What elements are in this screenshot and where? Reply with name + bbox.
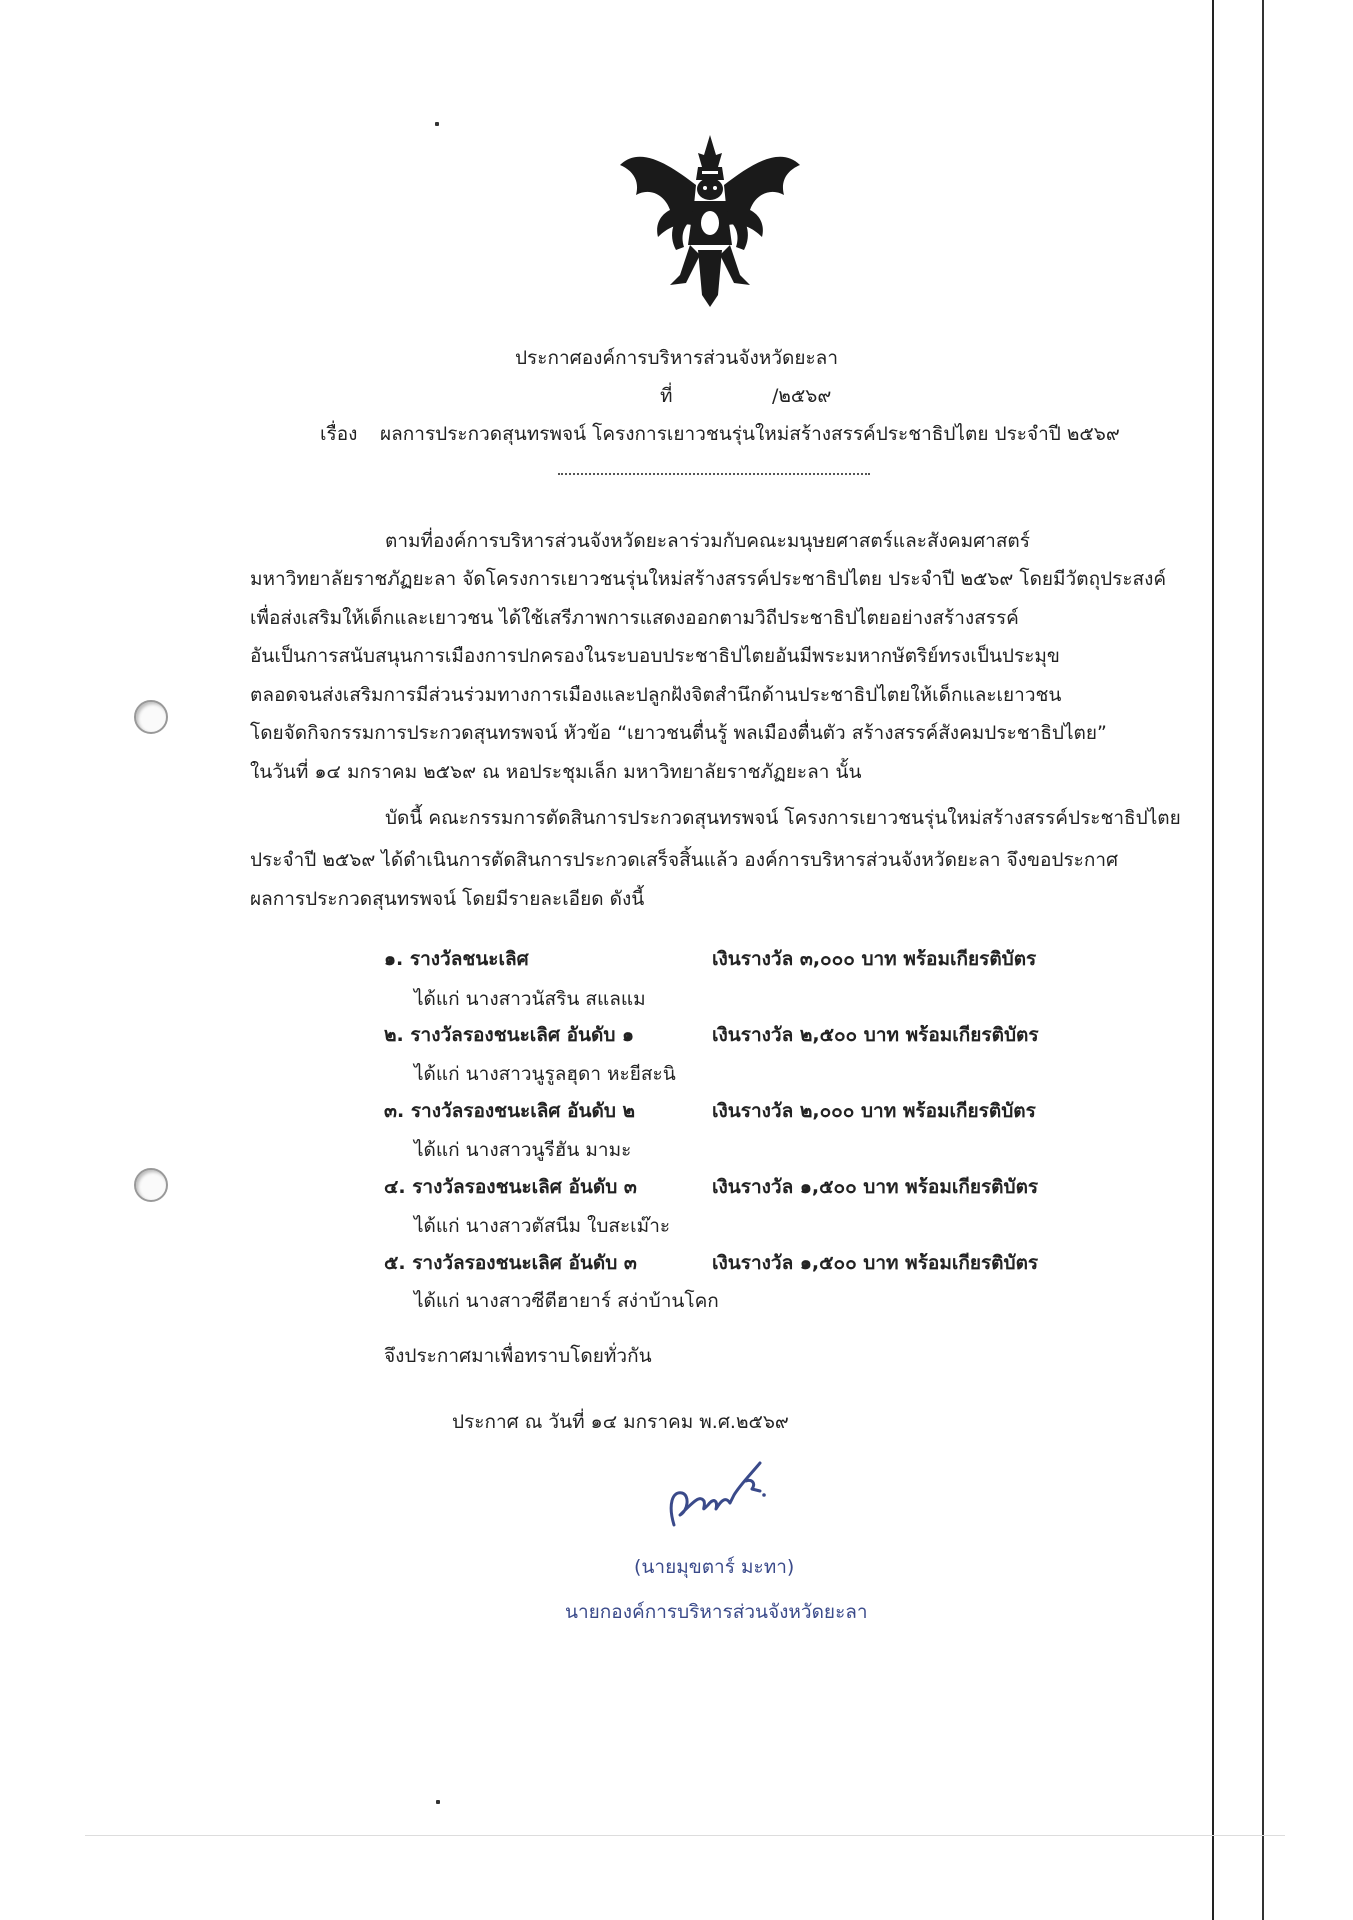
punch-hole-icon	[134, 700, 168, 734]
scan-speck	[435, 122, 439, 126]
number-value: /๒๕๖๙	[772, 385, 832, 407]
para1-line4: อันเป็นการสนับสนุนการเมืองการปกครองในระบอบประชาธิปไตยอันมีพระมหากษัตริย์ทรงเป็นประมุข	[250, 645, 1060, 667]
award-winner: ได้แก่ นางสาวนูรูลฮุดา หะยีสะนิ	[414, 1063, 676, 1085]
org-title: ประกาศองค์การบริหารส่วนจังหวัดยะลา	[515, 347, 838, 369]
subject-text: ผลการประกวดสุนทรพจน์ โครงการเยาวชนรุ่นใหม่สร้างสรรค์ประชาธิปไตย ประจำปี ๒๕๖๙	[380, 423, 1120, 445]
award-title: ๔. รางวัลรองชนะเลิศ อันดับ ๓	[384, 1176, 637, 1198]
scan-edge-line	[85, 1835, 1285, 1836]
announce-date: ประกาศ ณ วันที่ ๑๔ มกราคม พ.ศ.๒๕๖๙	[452, 1411, 789, 1433]
punch-hole-icon	[134, 1168, 168, 1202]
award-title: ๕. รางวัลรองชนะเลิศ อันดับ ๓	[384, 1252, 637, 1274]
award-title: ๒. รางวัลรองชนะเลิศ อันดับ ๑	[384, 1024, 635, 1046]
para2-line2: ประจำปี ๒๕๖๙ ได้ดำเนินการตัดสินการประกวดเสร็จสิ้นแล้ว องค์การบริหารส่วนจังหวัดยะลา จึงขอประกาศ	[250, 849, 1119, 871]
para2-line1: บัดนี้ คณะกรรมการตัดสินการประกวดสุนทรพจน์ โครงการเยาวชนรุ่นใหม่สร้างสรรค์ประชาธิปไตย	[385, 807, 1181, 829]
award-prize: เงินรางวัล ๓,๐๐๐ บาท พร้อมเกียรติบัตร	[712, 948, 1037, 970]
para1-line3: เพื่อส่งเสริมให้เด็กและเยาวชน ได้ใช้เสรีภาพการแสดงออกตามวิถีประชาธิปไตยอย่างสร้างสรรค์	[250, 607, 1019, 629]
binding-line-outer	[1262, 0, 1264, 1920]
award-winner: ได้แก่ นางสาวนูรีฮัน มามะ	[414, 1139, 632, 1161]
signer-position: นายกองค์การบริหารส่วนจังหวัดยะลา	[565, 1601, 868, 1623]
subject-label: เรื่อง	[320, 423, 358, 445]
para1-line1: ตามที่องค์การบริหารส่วนจังหวัดยะลาร่วมกับคณะมนุษยศาสตร์และสังคมศาสตร์	[385, 530, 1030, 552]
award-winner: ได้แก่ นางสาวตัสนีม ใบสะเม๊าะ	[414, 1215, 671, 1237]
signer-name: (นายมุขตาร์ มะทา)	[634, 1556, 795, 1578]
award-prize: เงินรางวัล ๒,๕๐๐ บาท พร้อมเกียรติบัตร	[712, 1024, 1039, 1046]
para1-line7: ในวันที่ ๑๔ มกราคม ๒๕๖๙ ณ หอประชุมเล็ก มหาวิทยาลัยราชภัฏยะลา นั้น	[250, 761, 862, 783]
para1-line6: โดยจัดกิจกรรมการประกวดสุนทรพจน์ หัวข้อ “เยาวชนตื่นรู้ พลเมืองตื่นตัว สร้างสรรค์สังคมประชาธิปไตย”	[250, 722, 1107, 744]
garuda-emblem-icon	[610, 125, 810, 310]
award-winner: ได้แก่ นางสาวนัสริน สแลแม	[414, 988, 646, 1010]
award-prize: เงินรางวัล ๒,๐๐๐ บาท พร้อมเกียรติบัตร	[712, 1100, 1036, 1122]
binding-line	[1212, 0, 1214, 1920]
signature-icon	[660, 1455, 780, 1535]
para2-line3: ผลการประกวดสุนทรพจน์ โดยมีรายละเอียด ดังนี้	[250, 888, 645, 910]
award-prize: เงินรางวัล ๑,๕๐๐ บาท พร้อมเกียรติบัตร	[712, 1252, 1039, 1274]
separator-line	[558, 473, 870, 475]
award-winner: ได้แก่ นางสาวซีตีฮายาร์ สง่าบ้านโคก	[414, 1290, 719, 1312]
award-title: ๑. รางวัลชนะเลิศ	[384, 948, 529, 970]
para1-line5: ตลอดจนส่งเสริมการมีส่วนร่วมทางการเมืองและปลูกฝังจิตสำนึกด้านประชาธิปไตยให้เด็กและเยาวชน	[250, 684, 1062, 706]
scan-speck	[436, 1800, 440, 1804]
award-prize: เงินรางวัล ๑,๕๐๐ บาท พร้อมเกียรติบัตร	[712, 1176, 1039, 1198]
para1-line2: มหาวิทยาลัยราชภัฏยะลา จัดโครงการเยาวชนรุ่นใหม่สร้างสรรค์ประชาธิปไตย ประจำปี ๒๕๖๙ โดยมีวัตถุประสงค์	[250, 568, 1167, 590]
closing-announce: จึงประกาศมาเพื่อทราบโดยทั่วกัน	[384, 1345, 652, 1367]
award-title: ๓. รางวัลรองชนะเลิศ อันดับ ๒	[384, 1100, 636, 1122]
number-label: ที่	[660, 385, 673, 407]
